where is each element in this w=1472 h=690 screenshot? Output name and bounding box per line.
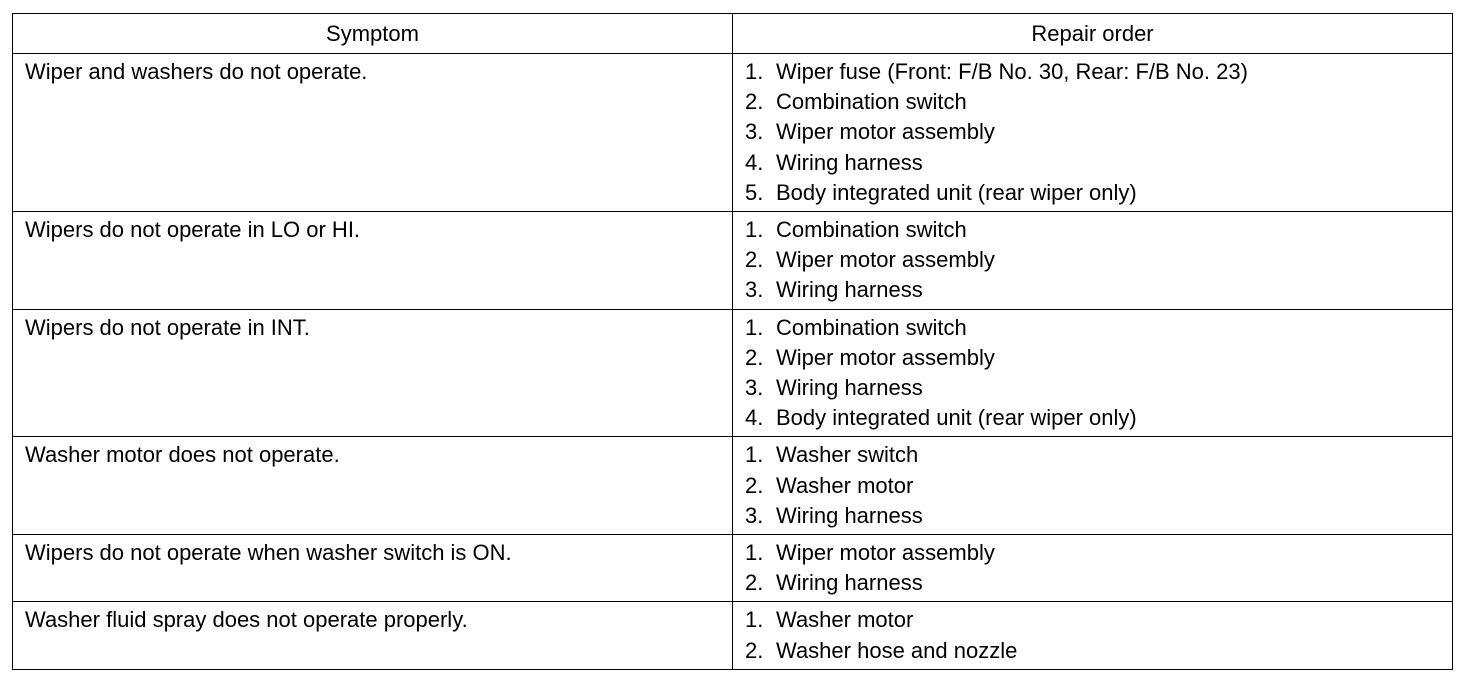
repair-step-number: 5. (745, 179, 764, 205)
repair-step (745, 636, 1442, 666)
repair-step (745, 313, 1442, 343)
repair-step (745, 471, 1442, 501)
repair-order-cell (733, 309, 1453, 437)
repair-step (745, 568, 1442, 598)
repair-step (745, 501, 1442, 531)
table-row (13, 437, 1453, 535)
repair-step-text: Wiper fuse (Front: F/B No. 30, Rear: F/B No. 23) (776, 59, 1248, 84)
repair-step-text: Washer motor (776, 607, 914, 633)
table-body (13, 54, 1453, 670)
repair-step-number: 1. (745, 607, 764, 633)
symptom-cell: Washer motor does not operate. (13, 437, 733, 535)
repair-step-number: 4. (745, 149, 764, 175)
repair-step-text: Wiring harness (776, 570, 923, 596)
repair-step-number: 2. (745, 247, 764, 273)
symptom-cell: Wiper and washers do not operate. (13, 54, 733, 212)
repair-step-text: Wiring harness (776, 277, 923, 303)
repair-step (745, 178, 1442, 208)
repair-order-cell (733, 602, 1453, 669)
table-row (13, 602, 1453, 669)
repair-step-number: 2. (745, 89, 764, 115)
repair-step (745, 215, 1442, 245)
repair-step (745, 245, 1442, 275)
repair-step-number: 3. (745, 375, 764, 401)
repair-step-number: 1. (745, 314, 764, 340)
troubleshooting-table (12, 13, 1453, 670)
repair-order-cell (733, 212, 1453, 310)
repair-steps-list (745, 57, 1442, 208)
repair-order-cell (733, 54, 1453, 212)
repair-step (745, 440, 1442, 470)
repair-step (745, 117, 1442, 147)
table-row (13, 212, 1453, 310)
repair-step (745, 148, 1442, 178)
repair-step-number: 1. (745, 442, 764, 468)
repair-step-text: Washer switch (776, 442, 919, 468)
symptom-column-header: Symptom (13, 14, 733, 54)
repair-step (745, 343, 1442, 373)
repair-step-text: Combination switch (776, 217, 967, 243)
repair-step-number: 4. (745, 405, 764, 431)
table-row (13, 535, 1453, 602)
repair-order-cell (733, 437, 1453, 535)
repair-steps-list (745, 215, 1442, 306)
repair-steps-list (745, 440, 1442, 531)
repair-step-number: 1. (745, 540, 764, 566)
symptom-cell: Wipers do not operate in INT. (13, 309, 733, 437)
repair-step (745, 57, 1442, 87)
repair-order-column-header: Repair order (733, 14, 1453, 54)
repair-step (745, 605, 1442, 635)
repair-step-text: Wiring harness (776, 149, 923, 175)
repair-order-cell (733, 535, 1453, 602)
repair-steps-list (745, 538, 1442, 598)
header-row (13, 14, 1453, 54)
repair-step-text: Wiring harness (776, 375, 923, 401)
repair-step-text: Wiper motor assembly (776, 119, 995, 145)
repair-steps-list (745, 313, 1442, 434)
symptom-cell: Wipers do not operate when washer switch is ON. (13, 535, 733, 602)
table-row (13, 54, 1453, 212)
repair-step-number: 3. (745, 277, 764, 303)
repair-step-text: Washer motor (776, 472, 914, 498)
repair-step-text: Combination switch (776, 314, 967, 340)
repair-step-text: Wiper motor assembly (776, 540, 995, 566)
repair-step-text: Body integrated unit (rear wiper only) (776, 405, 1137, 431)
repair-step-text: Combination switch (776, 89, 967, 115)
table-row (13, 309, 1453, 437)
repair-step-number: 1. (745, 217, 764, 243)
repair-step-text: Wiring harness (776, 502, 923, 528)
repair-step (745, 538, 1442, 568)
symptom-cell: Wipers do not operate in LO or HI. (13, 212, 733, 310)
repair-step-number: 1. (745, 59, 764, 84)
repair-step (745, 373, 1442, 403)
repair-step-number: 2. (745, 570, 764, 596)
repair-step-number: 2. (745, 344, 764, 370)
repair-step-number: 2. (745, 472, 764, 498)
repair-step-number: 3. (745, 502, 764, 528)
repair-step-text: Washer hose and nozzle (776, 637, 1018, 663)
repair-steps-list (745, 605, 1442, 665)
repair-step (745, 403, 1442, 433)
symptom-cell: Washer fluid spray does not operate properly. (13, 602, 733, 669)
repair-step-number: 2. (745, 637, 764, 663)
repair-step-text: Wiper motor assembly (776, 247, 995, 273)
repair-step-text: Body integrated unit (rear wiper only) (776, 179, 1137, 205)
repair-step-text: Wiper motor assembly (776, 344, 995, 370)
repair-step (745, 275, 1442, 305)
repair-step-number: 3. (745, 119, 764, 145)
repair-step (745, 87, 1442, 117)
